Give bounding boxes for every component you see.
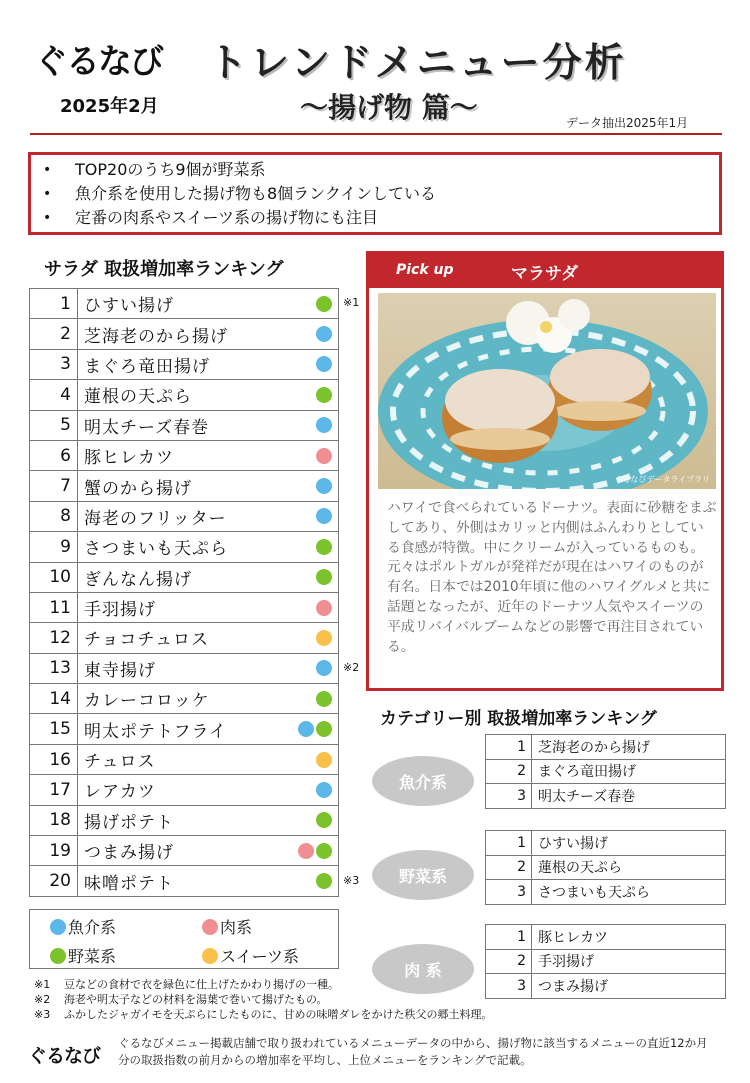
ranking-row xyxy=(30,471,339,501)
category-dots xyxy=(316,508,332,524)
ranking-row xyxy=(30,744,339,774)
veg-dot-icon xyxy=(316,843,332,859)
rank-number: 7 xyxy=(30,471,78,501)
bullet-icon: • xyxy=(43,162,52,178)
category-table xyxy=(485,734,726,809)
ranking-row xyxy=(30,592,339,622)
rank-number: 5 xyxy=(30,410,78,440)
veg-dot-icon xyxy=(316,569,332,585)
fish-dot-icon xyxy=(316,660,332,676)
sweet-dot-icon xyxy=(316,752,332,768)
ranking-row xyxy=(30,440,339,470)
category-bubble: 肉 系 xyxy=(372,944,474,994)
summary-item: • 定番の肉系やスイーツ系の揚げ物にも注目 xyxy=(43,206,719,230)
footnote: ※2 海老や明太子などの材料を湯葉で巻いて揚げたもの。 xyxy=(34,993,328,1006)
category-dots xyxy=(316,478,332,494)
ranking-row xyxy=(30,714,339,744)
menu-name-cell xyxy=(78,471,339,501)
menu-name-cell xyxy=(78,532,339,562)
ranking-row xyxy=(30,653,339,683)
ranking-row xyxy=(30,532,339,562)
malasada-photo xyxy=(378,293,716,489)
category-dots xyxy=(316,873,332,889)
rank-number: 17 xyxy=(30,775,78,805)
category-dots xyxy=(298,721,332,737)
table-row: 3 明太チーズ春巻 xyxy=(486,784,726,809)
menu-name: 揚げポテト xyxy=(84,812,174,833)
menu-name: まぐろ竜田揚げ xyxy=(84,356,210,377)
fish-dot-icon xyxy=(316,508,332,524)
menu-name: つまみ揚げ xyxy=(84,843,174,864)
ranking-row xyxy=(30,410,339,440)
ranking-row xyxy=(30,805,339,835)
footnote-marker: ※1 xyxy=(343,296,360,309)
meat-dot-icon xyxy=(316,448,332,464)
table-row: 2 手羽揚げ xyxy=(486,949,726,974)
meat-dot-icon xyxy=(316,600,332,616)
ranking-row xyxy=(30,319,339,349)
menu-name-cell xyxy=(78,319,339,349)
fish-dot-icon xyxy=(316,478,332,494)
sweet-dot-icon xyxy=(316,630,332,646)
methodology-note: ぐるなびメニュー掲載店舗で取り扱われているメニューデータの中から、揚げ物に該当するメニューの直近12か月分の取扱指数の前月からの増加率を平均し、上位メニューをランキングで記載。 xyxy=(118,1036,708,1067)
menu-name-cell xyxy=(78,744,339,774)
menu-name-cell xyxy=(78,289,339,319)
category-bubble: 野菜系 xyxy=(372,850,474,900)
rank-number: 8 xyxy=(30,501,78,531)
ranking-table xyxy=(29,288,339,897)
category-dots xyxy=(316,539,332,555)
menu-name-cell xyxy=(78,836,339,866)
legend-meat: 肉系 xyxy=(202,915,252,938)
veg-dot-icon xyxy=(316,539,332,555)
fish-dot-icon xyxy=(316,782,332,798)
veg-dot-icon xyxy=(316,387,332,403)
pickup-panel xyxy=(366,251,724,691)
menu-name-cell xyxy=(78,440,339,470)
menu-name-cell xyxy=(78,380,339,410)
menu-name: ひすい揚げ xyxy=(84,296,174,317)
menu-name: 芝海老のから揚げ xyxy=(84,326,228,347)
veg-dot-icon xyxy=(316,812,332,828)
category-dots xyxy=(316,326,332,342)
ranking-row xyxy=(30,349,339,379)
pickup-label: Pick up xyxy=(396,262,454,278)
category-dots xyxy=(298,843,332,859)
rank-number: 19 xyxy=(30,836,78,866)
menu-name: 明太チーズ春巻 xyxy=(84,417,210,438)
category-dots xyxy=(316,752,332,768)
ranking-row xyxy=(30,775,339,805)
legend-sweet: スイーツ系 xyxy=(202,944,299,967)
category-dots xyxy=(316,782,332,798)
menu-name: 東寺揚げ xyxy=(84,660,156,681)
menu-name: チョコチュロス xyxy=(84,630,209,651)
pickup-menu-name: マラサダ xyxy=(511,264,579,284)
category-dots xyxy=(316,691,332,707)
photo-credit: ぐるなびデータライブラリ xyxy=(614,475,710,484)
menu-name-cell xyxy=(78,562,339,592)
ranking-title: サラダ 取扱増加率ランキング xyxy=(44,259,284,280)
rank-number: 11 xyxy=(30,592,78,622)
rank-number: 14 xyxy=(30,684,78,714)
rank-number: 16 xyxy=(30,744,78,774)
veg-dot-icon xyxy=(316,873,332,889)
rank-number: 10 xyxy=(30,562,78,592)
rank-number: 2 xyxy=(30,319,78,349)
menu-name: 味噌ポテト xyxy=(84,873,174,894)
category-table xyxy=(485,830,726,905)
table-row: 3 さつまいも天ぷら xyxy=(486,880,726,905)
rank-number: 6 xyxy=(30,440,78,470)
fish-dot-icon xyxy=(50,919,66,935)
menu-name-cell xyxy=(78,501,339,531)
veg-dot-icon xyxy=(316,721,332,737)
page-title: トレンドメニュー分析 xyxy=(208,41,627,86)
menu-name-cell xyxy=(78,410,339,440)
category-dots xyxy=(316,660,332,676)
sweet-dot-icon xyxy=(202,948,218,964)
menu-name: 手羽揚げ xyxy=(84,600,156,621)
meat-dot-icon xyxy=(298,843,314,859)
rank-number: 12 xyxy=(30,623,78,653)
category-dots xyxy=(316,812,332,828)
menu-name-cell xyxy=(78,684,339,714)
ranking-row xyxy=(30,684,339,714)
category-dots xyxy=(316,569,332,585)
rank-number: 18 xyxy=(30,805,78,835)
summary-item: • 魚介系を使用した揚げ物も8個ランクインしている xyxy=(43,182,719,206)
table-row: 2 蓮根の天ぷら xyxy=(486,855,726,880)
ranking-row xyxy=(30,623,339,653)
table-row: 1 ひすい揚げ xyxy=(486,831,726,856)
footnote: ※3 ふかしたジャガイモを天ぷらにしたものに、甘めの味噌ダレをかけた秩父の郷土料理。 xyxy=(34,1008,493,1021)
summary-box xyxy=(28,152,722,235)
category-dots xyxy=(316,417,332,433)
category-dots xyxy=(316,600,332,616)
category-dots xyxy=(316,387,332,403)
fish-dot-icon xyxy=(316,326,332,342)
menu-name-cell xyxy=(78,714,339,744)
meat-dot-icon xyxy=(202,919,218,935)
rank-number: 3 xyxy=(30,349,78,379)
ranking-row xyxy=(30,380,339,410)
rank-number: 1 xyxy=(30,289,78,319)
category-ranking-title: カテゴリー別 取扱増加率ランキング xyxy=(380,709,657,729)
malasada-illustration xyxy=(378,293,716,489)
rank-number: 20 xyxy=(30,866,78,896)
footer-logo: ぐるなび xyxy=(28,1045,101,1067)
table-row: 3 つまみ揚げ xyxy=(486,974,726,999)
menu-name: 明太ポテトフライ xyxy=(84,721,227,742)
ranking-row xyxy=(30,836,339,866)
data-extract-date: データ抽出2025年1月 xyxy=(566,116,689,130)
menu-name: レアカツ xyxy=(84,782,156,803)
issue-date: 2025年2月 xyxy=(60,96,159,117)
footnote-marker: ※3 xyxy=(343,873,360,887)
category-dots xyxy=(316,448,332,464)
pickup-description: ハワイで食べられているドーナツ。表面に砂糖をまぶしてあり、外側はカリッと内側はふんわりとしている食感が特徴。中にクリームが入っているものも。元々はポルトガルが発祥だが現在はハワイのものが有名。日本では2010年頃に他のハワイグルメと共に話題となったが、近年のドーナツ人気やスイーツの平成リバイバルブームなどの影響で再注目されている。 xyxy=(387,500,717,655)
menu-name-cell xyxy=(78,623,339,653)
menu-name: 蓮根の天ぷら xyxy=(84,387,192,408)
header-divider xyxy=(30,133,722,135)
table-row: 2 まぐろ竜田揚げ xyxy=(486,759,726,784)
footnote-marker: ※2 xyxy=(343,660,360,674)
menu-name: カレーコロッケ xyxy=(84,691,210,712)
footnote: ※1 豆などの食材で衣を緑色に仕上げたかわり揚げの一種。 xyxy=(34,978,339,991)
rank-number: 15 xyxy=(30,714,78,744)
rank-number: 4 xyxy=(30,380,78,410)
menu-name-cell xyxy=(78,866,339,896)
fish-dot-icon xyxy=(316,417,332,433)
ranking-row xyxy=(30,562,339,592)
menu-name: ぎんなん揚げ xyxy=(84,569,192,590)
menu-name-cell xyxy=(78,592,339,622)
menu-name: 海老のフリッター xyxy=(84,508,227,529)
category-bubble: 魚介系 xyxy=(372,756,474,806)
rank-number: 9 xyxy=(30,532,78,562)
menu-name: さつまいも天ぷら xyxy=(84,539,228,560)
menu-name-cell xyxy=(78,775,339,805)
category-legend xyxy=(29,909,339,969)
category-dots xyxy=(316,296,332,312)
menu-name-cell xyxy=(78,805,339,835)
veg-dot-icon xyxy=(50,948,66,964)
menu-name: 豚ヒレカツ xyxy=(84,448,174,469)
bullet-icon: • xyxy=(43,210,52,226)
ranking-row xyxy=(30,289,339,319)
menu-name: 蟹のから揚げ xyxy=(84,478,192,499)
page-subtitle: 〜揚げ物 篇〜 xyxy=(300,91,478,124)
menu-name: チュロス xyxy=(84,752,156,773)
ranking-row xyxy=(30,866,339,896)
veg-dot-icon xyxy=(316,296,332,312)
rank-number: 13 xyxy=(30,653,78,683)
gurunavi-logo: ぐるなび xyxy=(34,42,162,82)
veg-dot-icon xyxy=(316,691,332,707)
table-row: 1 芝海老のから揚げ xyxy=(486,735,726,760)
bullet-icon: • xyxy=(43,186,52,202)
fish-dot-icon xyxy=(316,356,332,372)
legend-veg: 野菜系 xyxy=(50,944,116,967)
summary-item: • TOP20のうち9個が野菜系 xyxy=(43,158,719,182)
category-dots xyxy=(316,356,332,372)
menu-name-cell xyxy=(78,653,339,683)
category-dots xyxy=(316,630,332,646)
table-row: 1 豚ヒレカツ xyxy=(486,925,726,950)
legend-fish: 魚介系 xyxy=(50,915,116,938)
category-table xyxy=(485,924,726,999)
menu-name-cell xyxy=(78,349,339,379)
ranking-row xyxy=(30,501,339,531)
fish-dot-icon xyxy=(298,721,314,737)
pickup-header xyxy=(369,254,721,288)
